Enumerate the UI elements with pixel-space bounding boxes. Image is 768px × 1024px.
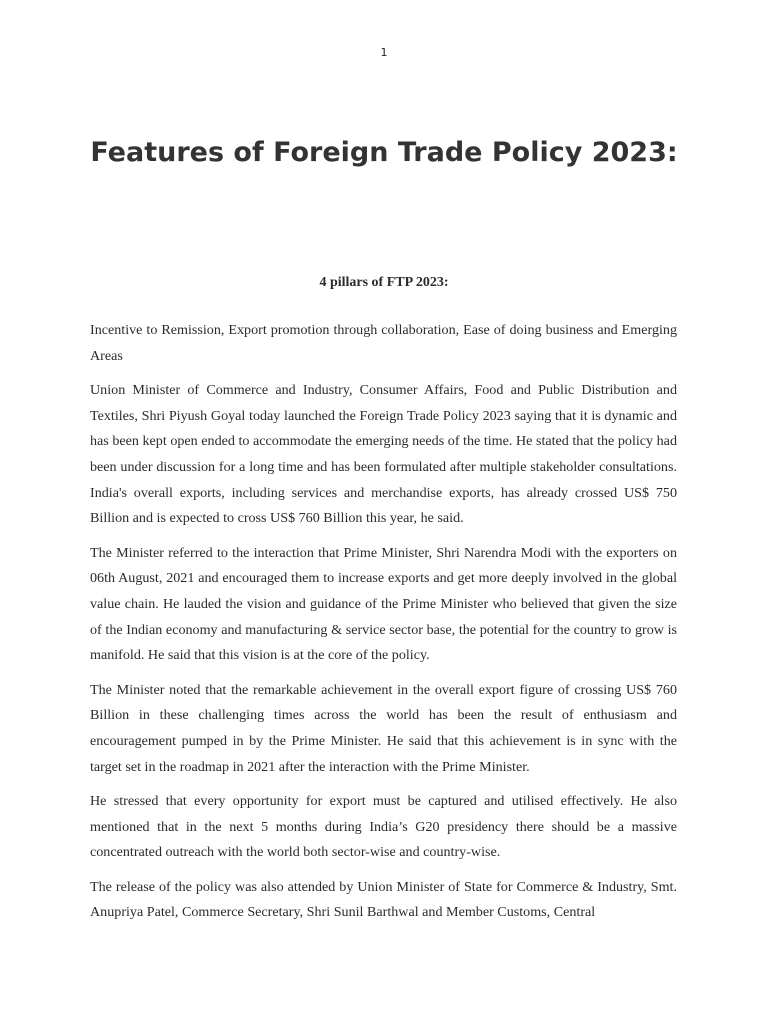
paragraph-prime-minister: The Minister referred to the interaction that Prime Minister, Shri Narendra Modi with the exporters on 06th August, 2021 and encouraged them to increase exports and get more deeply involved in the global value chain. He lauded the vision and guidance of the Prime Minister who believed that given the size of the Indian economy and manufacturing & service sector base, the potential for the country to grow is manifold. He said that this vision is at the core of the policy.	[90, 544, 677, 664]
paragraph-pillars: Incentive to Remission, Export promotion through collaboration, Ease of doing business and Emerging Areas	[90, 322, 677, 364]
paragraph-release: The release of the policy was also attended by Union Minister of State for Commerce & Industry, Smt. Anupriya Patel, Commerce Secretary, Shri Sunil Barthwal and Member Customs, Central	[90, 878, 677, 921]
document-body	[90, 318, 677, 935]
section-subheading: 4 pillars of FTP 2023:	[319, 275, 449, 290]
paragraph-achievement: The Minister noted that the remarkable achievement in the overall export figure of crossing US$ 760 Billion in these challenging times across the world has been the result of enthusiasm and encouragement pumped in by the Prime Minister. He said that this achievement is in sync with the target set in the roadmap in 2021 after the interaction with the Prime Minister.	[90, 681, 677, 775]
paragraph-opportunity: He stressed that every opportunity for export must be captured and utilised effectively. He also mentioned that in the next 5 months during India’s G20 presidency there should be a massive concentrated outreach with the world both sector-wise and country-wise.	[90, 793, 677, 861]
document-title: Features of Foreign Trade Policy 2023:	[90, 137, 678, 168]
paragraph-launch: Union Minister of Commerce and Industry, Consumer Affairs, Food and Public Distribution and Textiles, Shri Piyush Goyal today launched the Foreign Trade Policy 2023 saying that it is dynamic and has been kept open ended to accommodate the emerging needs of the time. He stated that the policy had been under discussion for a long time and has been formulated after multiple stakeholder consultations. India's overall exports, including services and merchandise exports, has already crossed US$ 750 Billion and is expected to cross US$ 760 Billion this year, he said.	[90, 382, 677, 527]
page-number: 1	[380, 46, 388, 59]
